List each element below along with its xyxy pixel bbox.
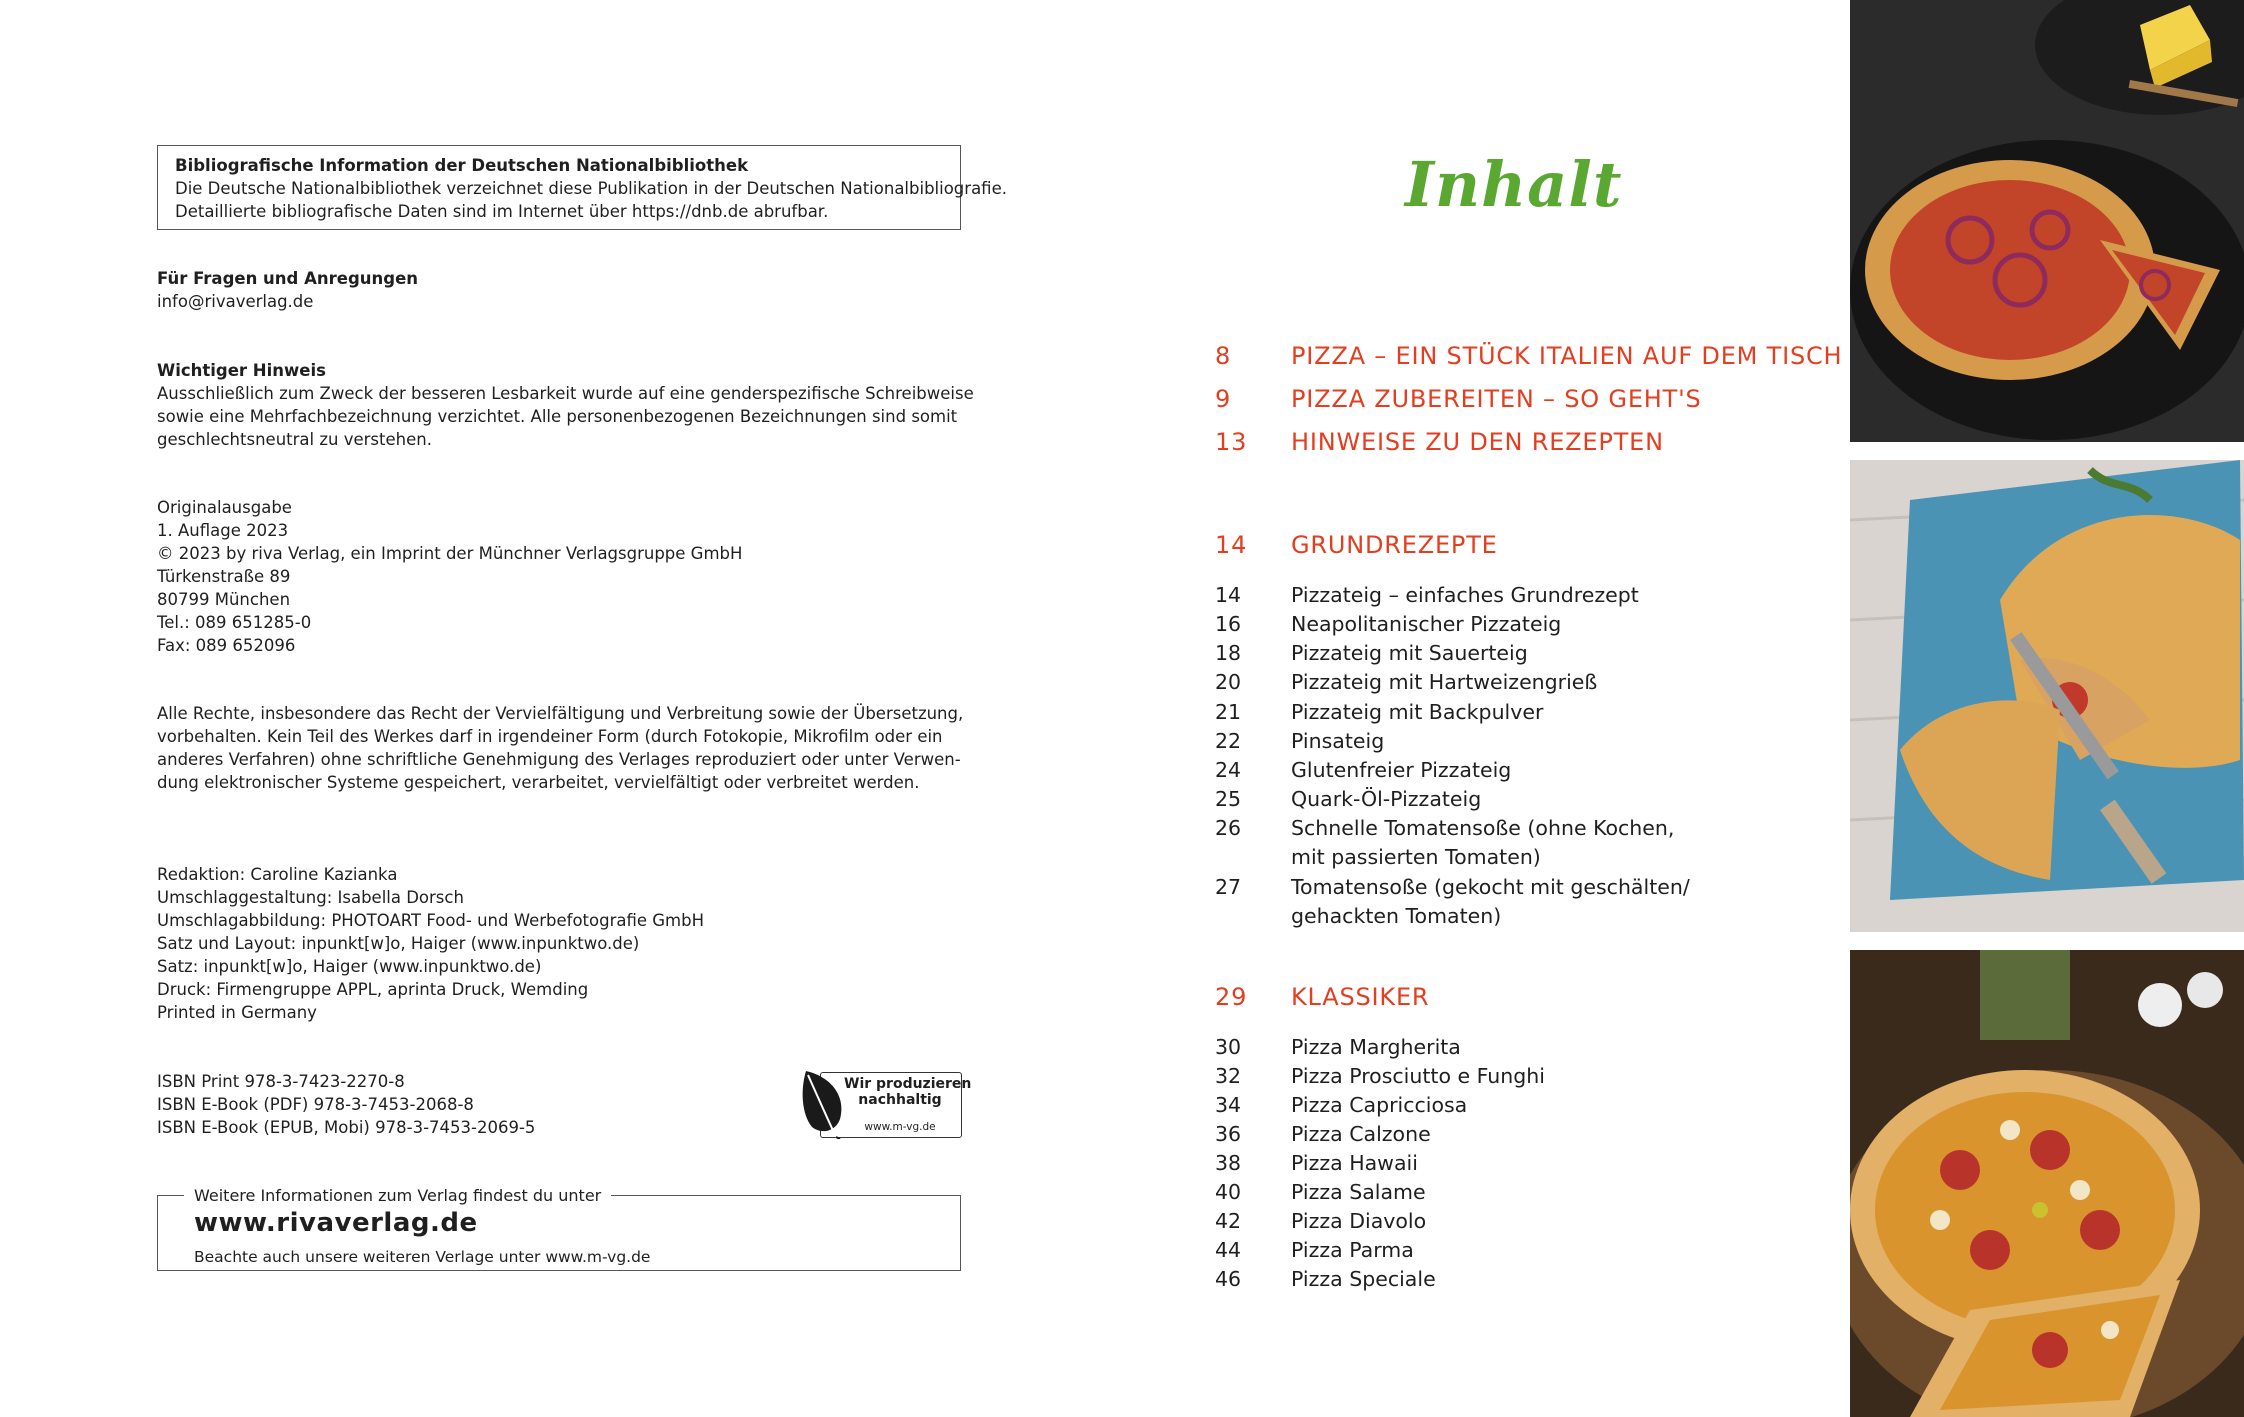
toc-page: 14	[1215, 583, 1242, 607]
toc-page: 25	[1215, 787, 1242, 811]
notice-title: Wichtiger Hinweis	[157, 361, 326, 380]
imprint-line: Tel.: 089 651285-0	[157, 613, 312, 632]
rights-line: anderes Verfahren) ohne schriftliche Genehmigung des Verlages reproduziert oder unter Verwen-	[157, 750, 961, 769]
toc-item-title: Pizzateig mit Sauerteig	[1291, 641, 1528, 665]
toc-item-title: Pizza Speciale	[1291, 1267, 1436, 1291]
info-legend: Weitere Informationen zum Verlag findest du unter	[184, 1184, 611, 1207]
dnb-line: Detaillierte bibliografische Daten sind im Internet über https://dnb.de abrufbar.	[175, 202, 829, 221]
contact-email[interactable]: info@rivaverlag.de	[157, 292, 314, 311]
photo-pizza-speciale	[1850, 950, 2244, 1417]
info-note: Beachte auch unsere weiteren Verlage unter www.m-vg.de	[194, 1248, 651, 1266]
isbn-line: ISBN E-Book (EPUB, Mobi) 978-3-7453-2069-5	[157, 1118, 536, 1137]
credit-line: Redaktion: Caroline Kazianka	[157, 865, 398, 884]
toc-item-title: Quark-Öl-Pizzateig	[1291, 787, 1482, 811]
toc-page: 9	[1215, 385, 1232, 413]
badge-url: www.m-vg.de	[864, 1121, 936, 1133]
imprint-line: 1. Auflage 2023	[157, 521, 289, 540]
toc-page: 18	[1215, 641, 1242, 665]
publisher-url[interactable]: www.rivaverlag.de	[194, 1208, 478, 1238]
dnb-line: Die Deutsche Nationalbibliothek verzeichnet diese Publikation in der Deutschen Nationalbibliografie.	[175, 179, 1007, 198]
toc-chapter-title: PIZZA – EIN STÜCK ITALIEN AUF DEM TISCH	[1291, 342, 1843, 370]
toc-chapter-title: HINWEISE ZU DEN REZEPTEN	[1291, 428, 1664, 456]
toc-page: 46	[1215, 1267, 1242, 1291]
toc-item-title: Pizza Diavolo	[1291, 1209, 1427, 1233]
toc-page: 16	[1215, 612, 1242, 636]
toc-page: 40	[1215, 1180, 1242, 1204]
dnb-title: Bibliografische Information der Deutschen Nationalbibliothek	[175, 156, 749, 175]
toc-page: 24	[1215, 758, 1242, 782]
isbn-line: ISBN Print 978-3-7423-2270-8	[157, 1072, 405, 1091]
toc-item-title: Pizza Prosciutto e Funghi	[1291, 1064, 1545, 1088]
toc-item-title: Neapolitanischer Pizzateig	[1291, 612, 1562, 636]
toc-section-title: GRUNDREZEPTE	[1291, 531, 1498, 559]
toc-page: 20	[1215, 670, 1242, 694]
toc-item-title: Pizza Parma	[1291, 1238, 1414, 1262]
credit-line: Umschlaggestaltung: Isabella Dorsch	[157, 888, 464, 907]
imprint-page	[157, 145, 1007, 1266]
toc-item-title-cont: mit passierten Tomaten)	[1291, 845, 1541, 869]
toc-item-title: Pizzateig – einfaches Grundrezept	[1291, 583, 1639, 607]
credit-line: Druck: Firmengruppe APPL, aprinta Druck, Wemding	[157, 980, 589, 999]
toc-page: 32	[1215, 1064, 1242, 1088]
toc-page: 42	[1215, 1209, 1242, 1233]
photo-cheese-pizza	[1850, 0, 2244, 442]
sustainability-badge	[800, 1067, 972, 1139]
notice-block	[157, 359, 974, 451]
credit-line: Satz: inpunkt[w]o, Haiger (www.inpunktwo.de)	[157, 957, 542, 976]
toc-item-title: Pizza Salame	[1291, 1180, 1426, 1204]
imprint-line: © 2023 by riva Verlag, ein Imprint der Münchner Verlagsgruppe GmbH	[157, 544, 743, 563]
toc-page: 13	[1215, 428, 1248, 456]
photo-calzone	[1850, 460, 2244, 932]
notice-line: Ausschließlich zum Zweck der besseren Lesbarkeit wurde auf eine genderspezifische Schreibweise	[157, 384, 974, 403]
toc-item-title: Pizza Capricciosa	[1291, 1093, 1468, 1117]
toc-page: 29	[1215, 983, 1248, 1011]
badge-line2: nachhaltig	[858, 1092, 942, 1108]
imprint-line: Fax: 089 652096	[157, 636, 296, 655]
rights-line: vorbehalten. Kein Teil des Werkes darf in irgendeiner Form (durch Fotokopie, Mikrofilm oder ein	[157, 727, 943, 746]
credit-line: Satz und Layout: inpunkt[w]o, Haiger (www.inpunktwo.de)	[157, 934, 640, 953]
toc-item-title: Pinsateig	[1291, 729, 1385, 753]
toc-page: 38	[1215, 1151, 1242, 1175]
toc-page: 36	[1215, 1122, 1242, 1146]
imprint-block	[157, 496, 961, 657]
isbn-line: ISBN E-Book (PDF) 978-3-7453-2068-8	[157, 1095, 474, 1114]
toc-page: 22	[1215, 729, 1242, 753]
toc-item-title: Pizza Margherita	[1291, 1035, 1461, 1059]
credit-line: Umschlagabbildung: PHOTOART Food- und Werbefotografie GmbH	[157, 911, 705, 930]
toc-section-title: KLASSIKER	[1291, 983, 1430, 1011]
toc-item-title: Pizza Hawaii	[1291, 1151, 1418, 1175]
toc-item-title: Schnelle Tomatensoße (ohne Kochen,	[1291, 816, 1675, 840]
toc-item-title: Pizzateig mit Hartweizengrieß	[1291, 670, 1598, 694]
toc-page: 8	[1215, 342, 1232, 370]
credit-line: Printed in Germany	[157, 1003, 317, 1022]
notice-line: geschlechtsneutral zu verstehen.	[157, 430, 432, 449]
credits-block	[157, 863, 961, 1024]
toc-page: 34	[1215, 1093, 1242, 1117]
toc-page: 30	[1215, 1035, 1242, 1059]
publisher-info-box	[157, 1186, 961, 1271]
toc-page: 44	[1215, 1238, 1242, 1262]
toc-page: 21	[1215, 700, 1242, 724]
rights-block	[157, 702, 964, 794]
imprint-line: Türkenstraße 89	[157, 567, 291, 586]
toc-item-title: Tomatensoße (gekocht mit geschälten/	[1291, 875, 1690, 899]
rights-line: dung elektronischer Systeme gespeichert, verarbeitet, vervielfältigt oder verbreitet werden.	[157, 773, 920, 792]
imprint-line: Originalausgabe	[157, 498, 292, 517]
notice-line: sowie eine Mehrfachbezeichnung verzichtet. Alle personenbezogenen Bezeichnungen sind somit	[157, 407, 958, 426]
toc-item-title: Pizza Calzone	[1291, 1122, 1431, 1146]
toc-page: 27	[1215, 875, 1242, 899]
imprint-line: 80799 München	[157, 590, 291, 609]
toc-chapter-title: PIZZA ZUBEREITEN – SO GEHT'S	[1291, 385, 1702, 413]
toc-page: 26	[1215, 816, 1242, 840]
leaf-icon	[800, 1067, 848, 1139]
questions-block	[157, 267, 961, 313]
toc-item-title-cont: gehackten Tomaten)	[1291, 904, 1502, 928]
toc-item-title: Pizzateig mit Backpulver	[1291, 700, 1544, 724]
rights-line: Alle Rechte, insbesondere das Recht der Vervielfältigung und Verbreitung sowie der Übersetzung,	[157, 704, 964, 723]
dnb-info-box	[157, 145, 1007, 230]
toc-page: 14	[1215, 531, 1248, 559]
toc-item-title: Glutenfreier Pizzateig	[1291, 758, 1512, 782]
questions-title: Für Fragen und Anregungen	[157, 269, 419, 288]
toc-title: Inhalt	[1405, 148, 1623, 221]
badge-line1: Wir produzieren	[844, 1076, 972, 1092]
